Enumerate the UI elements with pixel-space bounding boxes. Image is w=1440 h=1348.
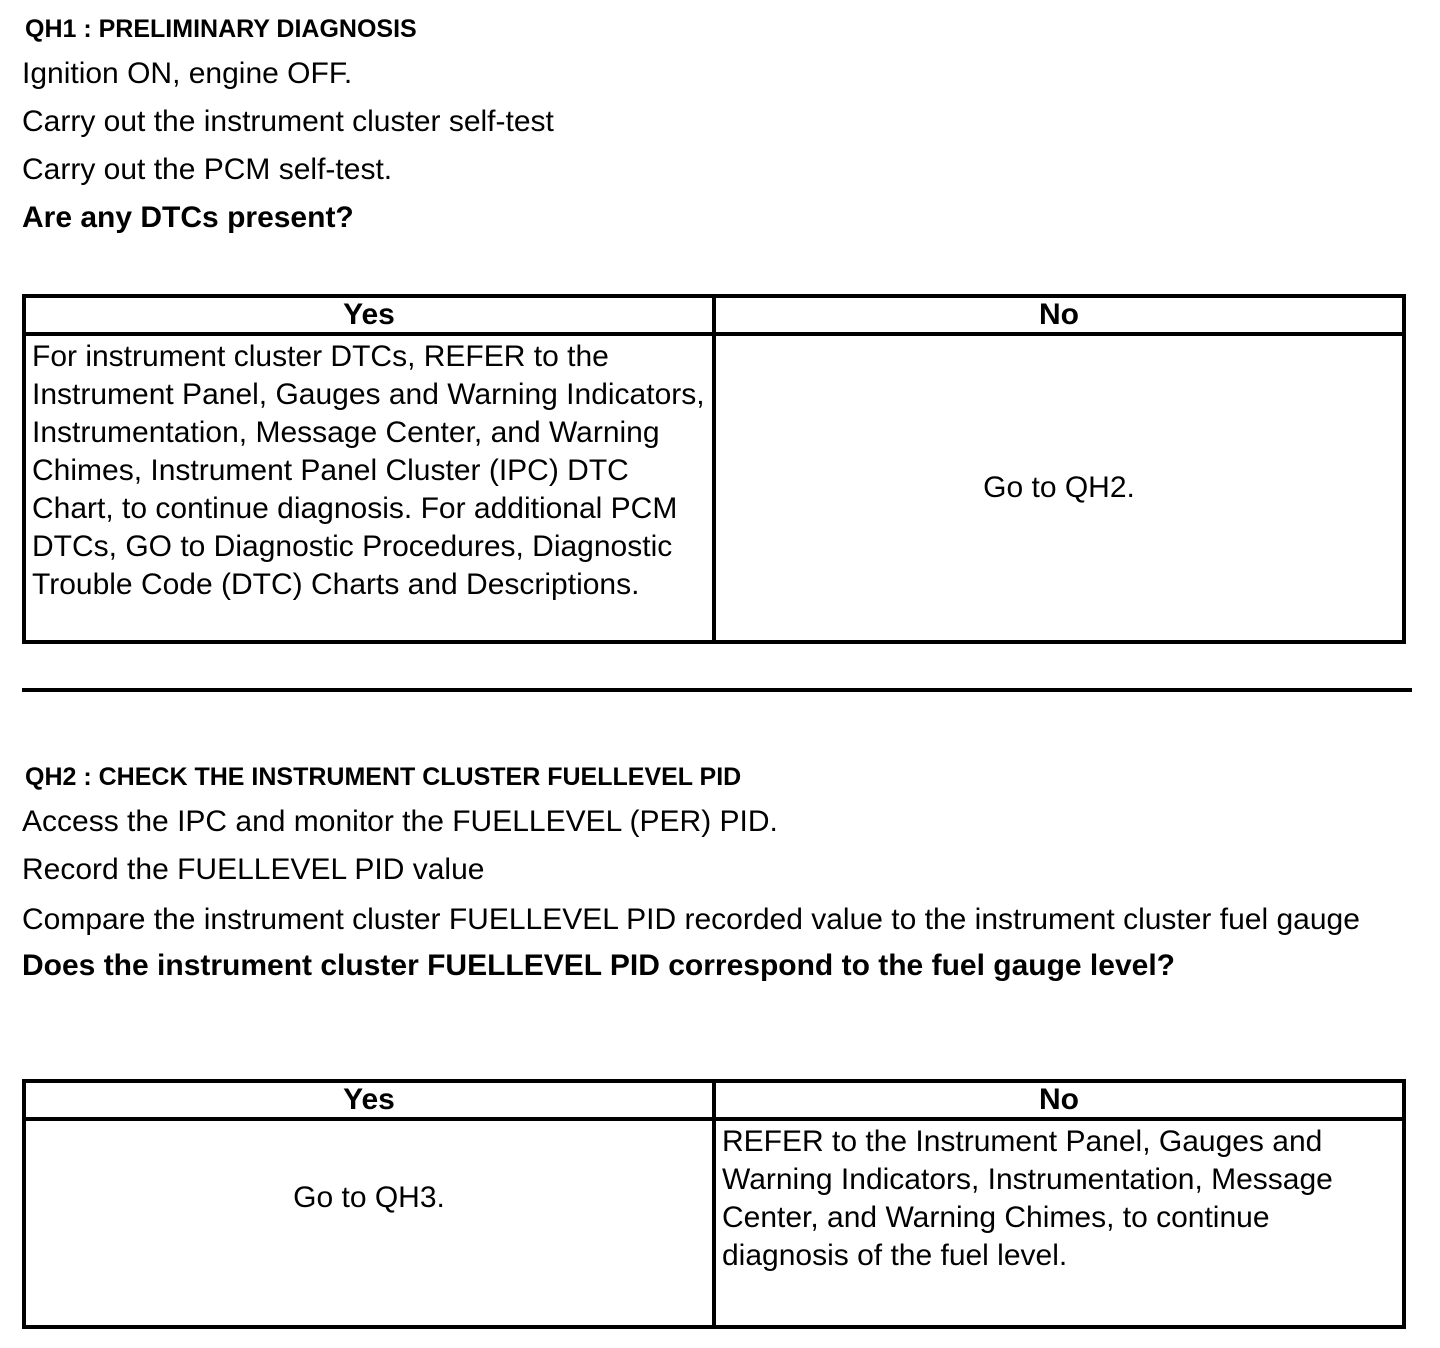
- qh2-yes-cell: Go to QH3.: [24, 1119, 714, 1327]
- qh2-table-body-row: [24, 1119, 1404, 1327]
- qh1-step-1: Ignition ON, engine OFF.: [22, 57, 353, 90]
- qh1-section: [22, 14, 1414, 235]
- qh2-question: Does the instrument cluster FUELLEVEL PID correspond to the fuel gauge level?: [22, 949, 1175, 982]
- qh2-step-3: Compare the instrument cluster FUELLEVEL PID recorded value to the instrument cluster fuel gauge: [22, 903, 1360, 936]
- qh2-title: QH2 : CHECK THE INSTRUMENT CLUSTER FUELLEVEL PID: [25, 763, 742, 791]
- qh1-step-3: Carry out the PCM self-test.: [22, 153, 393, 186]
- qh1-answer-table: [22, 294, 1406, 644]
- qh2-no-header: No: [714, 1081, 1404, 1119]
- qh1-table-header-row: [24, 296, 1404, 334]
- qh2-yes-header: Yes: [24, 1081, 714, 1119]
- qh1-yes-cell: For instrument cluster DTCs, REFER to the Instrument Panel, Gauges and Warning Indicators, Instrumentation, Message Center, and Warning Chimes, Instrument Panel Cluster (IPC) DTC Chart, to continue diagnosis. For additional PCM DTCs, GO to Diagnostic Procedures, Diagnostic Trouble Code (DTC) Charts and Descriptions.: [24, 334, 714, 642]
- qh2-section: [22, 762, 1414, 983]
- qh2-answer-table: [22, 1079, 1406, 1329]
- qh1-table-body-row: [24, 334, 1404, 642]
- qh1-no-header: No: [714, 296, 1404, 334]
- section-divider: [22, 688, 1412, 692]
- qh2-step-2: Record the FUELLEVEL PID value: [22, 853, 485, 886]
- qh1-no-cell: Go to QH2.: [714, 334, 1404, 642]
- qh2-no-cell: REFER to the Instrument Panel, Gauges and Warning Indicators, Instrumentation, Message Center, and Warning Chimes, to continue diagnosis of the fuel level.: [714, 1119, 1404, 1327]
- qh1-question: Are any DTCs present?: [22, 201, 354, 234]
- qh2-table-header-row: [24, 1081, 1404, 1119]
- qh1-step-2: Carry out the instrument cluster self-test: [22, 105, 554, 138]
- qh1-title: QH1 : PRELIMINARY DIAGNOSIS: [25, 15, 417, 43]
- qh1-yes-header: Yes: [24, 296, 714, 334]
- qh2-step-1: Access the IPC and monitor the FUELLEVEL (PER) PID.: [22, 805, 778, 838]
